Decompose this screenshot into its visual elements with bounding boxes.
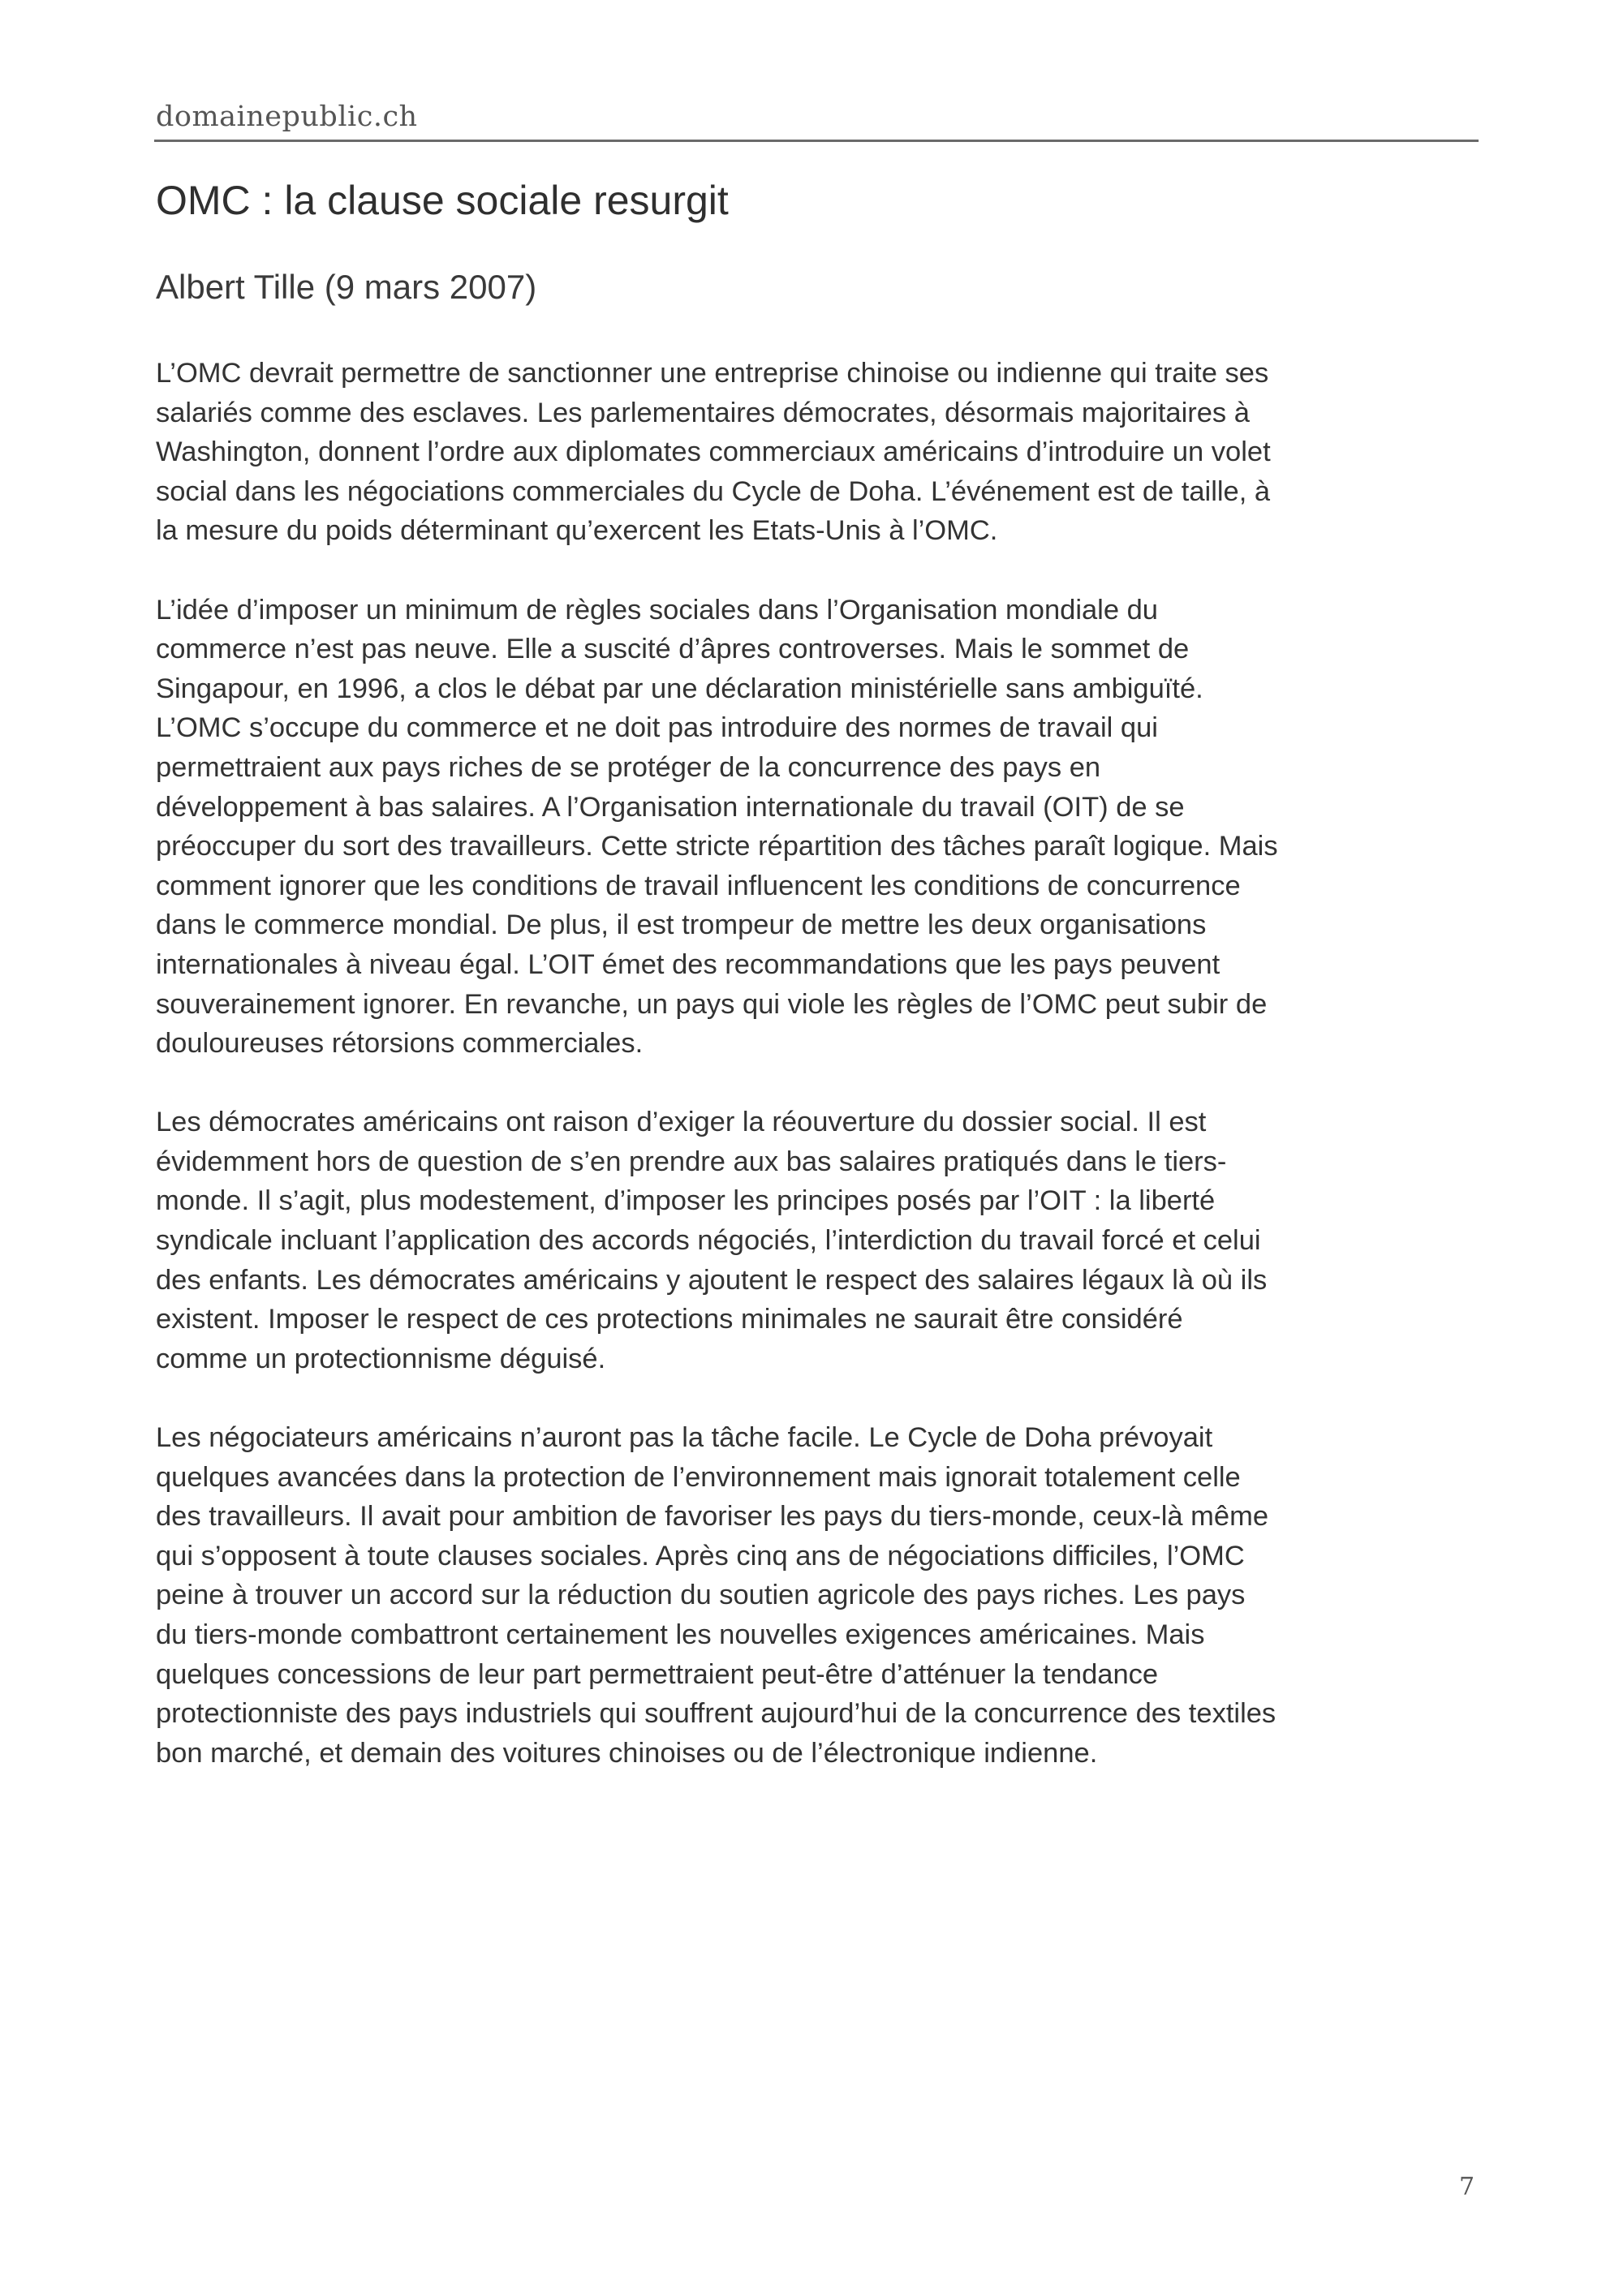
text-line: protectionniste des pays industriels qui souffrent aujourd’hui de la concurrence des textiles: [156, 1698, 1276, 1730]
text-line: Les démocrates américains ont raison d’exiger la réouverture du dossier social. Il est: [156, 1107, 1207, 1138]
text-line: préoccuper du sort des travailleurs. Cette stricte répartition des tâches paraît logique. Mais: [156, 831, 1278, 862]
text-line: qui s’opposent à toute clauses sociales. Après cinq ans de négociations difficiles, l’OMC: [156, 1540, 1245, 1572]
text-line: monde. Il s’agit, plus modestement, d’imposer les principes posés par l’OIT : la liberté: [156, 1185, 1216, 1217]
text-line: comment ignorer que les conditions de travail influencent les conditions de concurrence: [156, 870, 1241, 901]
text-line: salariés comme des esclaves. Les parlementaires démocrates, désormais majoritaires à: [156, 397, 1250, 428]
text-line: comme un protectionnisme déguisé.: [156, 1343, 606, 1374]
text-line: quelques concessions de leur part permettraient peut-être d’atténuer la tendance: [156, 1658, 1159, 1690]
text-line: évidemment hors de question de s’en prendre aux bas salaires pratiqués dans le tiers-: [156, 1146, 1227, 1177]
text-line: peine à trouver un accord sur la réduction du soutien agricole des pays riches. Les pays: [156, 1580, 1246, 1611]
text-line: douloureuses rétorsions commerciales.: [156, 1028, 644, 1060]
text-line: internationales à niveau égal. L’OIT émet des recommandations que les pays peuvent: [156, 948, 1220, 980]
article-body: [156, 354, 1487, 1812]
article-byline: Albert Tille (9 mars 2007): [156, 268, 537, 306]
paragraph: [156, 1418, 1487, 1773]
text-line: des travailleurs. Il avait pour ambition de favoriser les pays du tiers-monde, ceux-là même: [156, 1501, 1269, 1533]
text-line: développement à bas salaires. A l’Organisation internationale du travail (OIT) de se: [156, 791, 1185, 823]
article-title: OMC : la clause sociale resurgit: [156, 178, 729, 223]
text-line: quelques avancées dans la protection de l’environnement mais ignorait totalement celle: [156, 1461, 1241, 1493]
text-line: dans le commerce mondial. De plus, il est trompeur de mettre les deux organisations: [156, 909, 1207, 941]
text-line: commerce n’est pas neuve. Elle a suscité d’âpres controverses. Mais le sommet de: [156, 634, 1190, 665]
text-line: permettraient aux pays riches de se protéger de la concurrence des pays en: [156, 751, 1101, 783]
text-line: des enfants. Les démocrates américains y ajoutent le respect des salaires légaux là où ils: [156, 1264, 1268, 1296]
text-line: Singapour, en 1996, a clos le débat par une déclaration ministérielle sans ambiguïté.: [156, 673, 1203, 704]
text-line: du tiers-monde combattront certainement les nouvelles exigences américaines. Mais: [156, 1619, 1205, 1650]
paragraph: [156, 591, 1487, 1064]
text-line: Les négociateurs américains n’auront pas la tâche facile. Le Cycle de Doha prévoyait: [156, 1422, 1213, 1454]
site-name: domainepublic.ch: [156, 101, 418, 133]
text-line: existent. Imposer le respect de ces protections minimales ne saurait être considéré: [156, 1304, 1183, 1335]
text-line: Washington, donnent l’ordre aux diplomates commerciaux américains d’introduire un volet: [156, 436, 1271, 468]
text-line: syndicale incluant l’application des accords négociés, l’interdiction du travail forcé et celui: [156, 1225, 1261, 1257]
text-line: L’idée d’imposer un minimum de règles sociales dans l’Organisation mondiale du: [156, 594, 1158, 626]
text-line: bon marché, et demain des voitures chinoises ou de l’électronique indienne.: [156, 1737, 1098, 1769]
page-number: 7: [1459, 2173, 1475, 2201]
text-line: social dans les négociations commerciales du Cycle de Doha. L’événement est de taille, à: [156, 475, 1271, 507]
text-line: L’OMC devrait permettre de sanctionner une entreprise chinoise ou indienne qui traite ses: [156, 358, 1269, 389]
paragraph: [156, 354, 1487, 551]
paragraph: [156, 1103, 1487, 1378]
text-line: souverainement ignorer. En revanche, un pays qui viole les règles de l’OMC peut subir de: [156, 988, 1268, 1020]
running-header: [154, 96, 1479, 142]
text-line: la mesure du poids déterminant qu’exercent les Etats-Unis à l’OMC.: [156, 515, 998, 547]
text-line: L’OMC s’occupe du commerce et ne doit pas introduire des normes de travail qui: [156, 712, 1158, 744]
